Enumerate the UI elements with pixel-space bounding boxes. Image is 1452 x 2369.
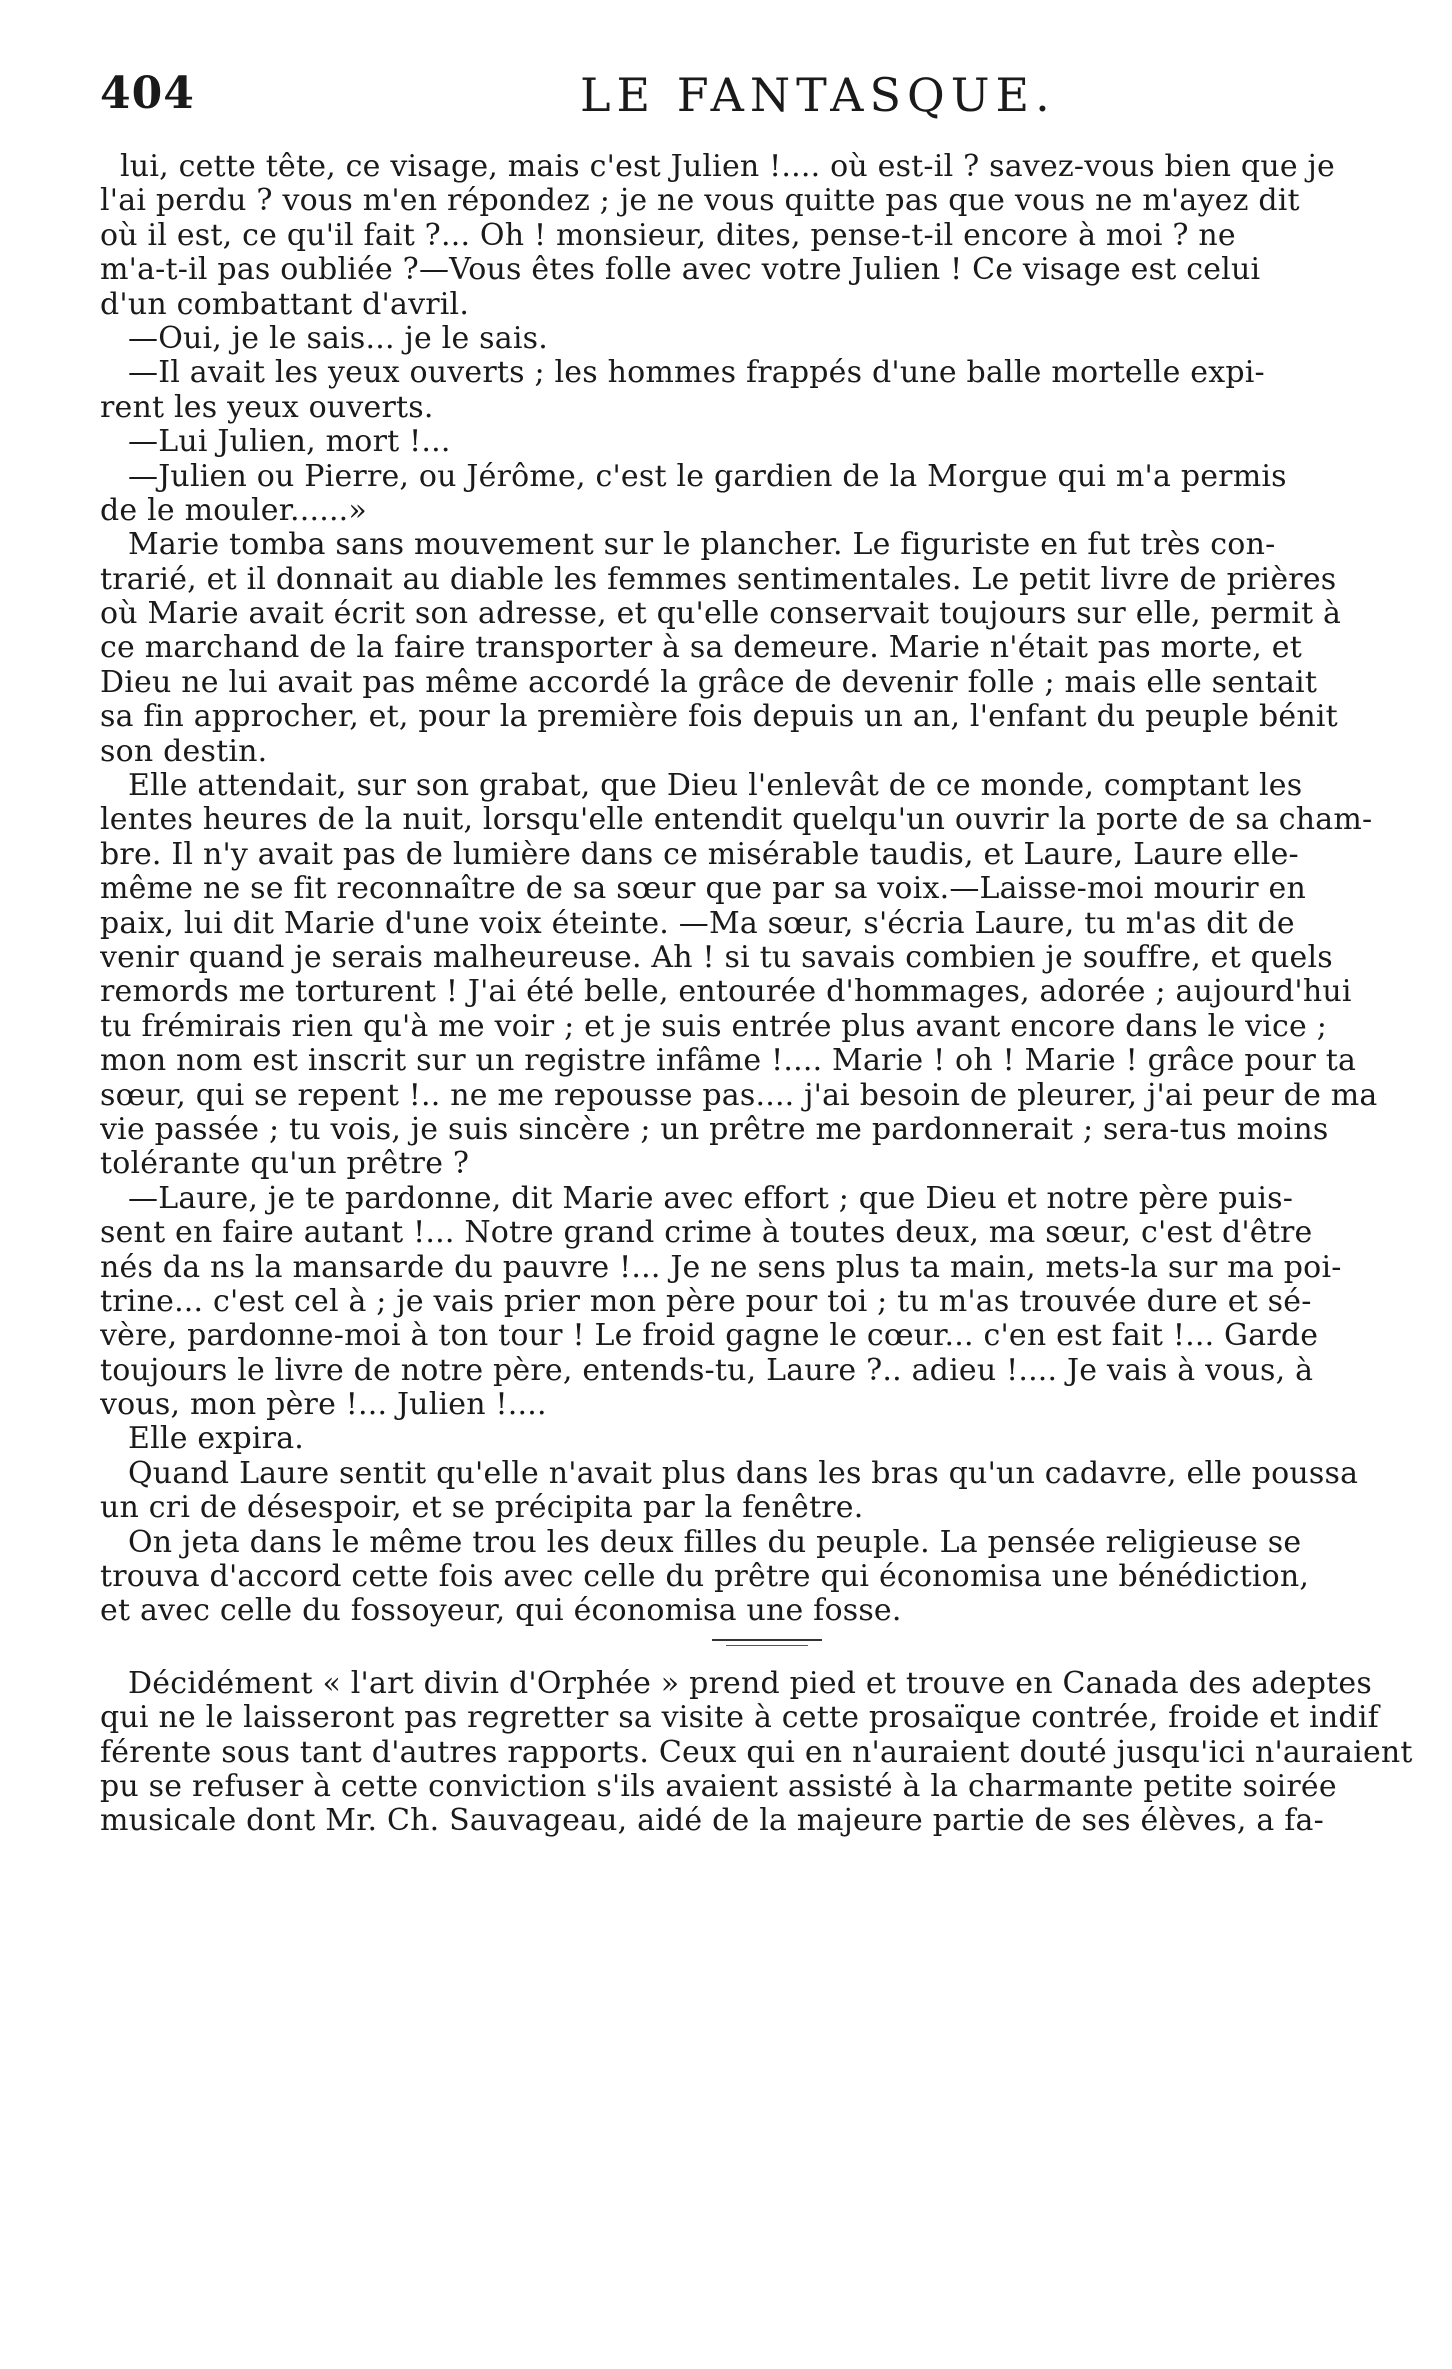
text-line: son destin. (100, 734, 268, 769)
text-line: vère, pardonne-moi à ton tour ! Le froid gagne le cœur... c'en est fait !... Garde (100, 1319, 1319, 1354)
text-line: toujours le livre de notre père, entends-tu, Laure ?.. adieu !.... Je vais à vous, à (100, 1353, 1314, 1388)
text-line: où il est, ce qu'il fait ?... Oh ! monsieur, dites, pense-t-il encore à moi ? ne (100, 218, 1236, 253)
text-line: lentes heures de la nuit, lorsqu'elle entendit quelqu'un ouvrir la porte de sa cham- (100, 803, 1373, 838)
text-line: où Marie avait écrit son adresse, et qu'elle conservait toujours sur elle, permit à (100, 597, 1342, 632)
running-head (100, 68, 1390, 128)
text-line: trine... c'est cel à ; je vais prier mon père pour toi ; tu m'as trouvée dure et sé- (100, 1284, 1312, 1319)
text-line: lui, cette tête, ce visage, mais c'est Julien !.... où est-il ? savez-vous bien que je (120, 150, 1335, 184)
text-line: vie passée ; tu vois, je suis sincère ; un prêtre me pardonnerait ; sera-tus moins (100, 1112, 1329, 1147)
text-line: trouva d'accord cette fois avec celle du prêtre qui économisa une bénédiction, (100, 1560, 1310, 1595)
text-line: ce marchand de la faire transporter à sa demeure. Marie n'était pas morte, et (100, 631, 1302, 666)
text-line: un cri de désespoir, et se précipita par la fenêtre. (100, 1491, 864, 1526)
text-line: d'un combattant d'avril. (100, 287, 470, 322)
text-line: venir quand je serais malheureuse. Ah ! si tu savais combien je souffre, et quels (100, 940, 1333, 975)
text-line: sa fin approcher, et, pour la première fois depuis un an, l'enfant du peuple bénit (100, 700, 1338, 735)
text-line: trarié, et il donnait au diable les femmes sentimentales. Le petit livre de prières (100, 562, 1337, 597)
text-line: paix, lui dit Marie d'une voix éteinte. —Ma sœur, s'écria Laure, tu m'as dit de (100, 906, 1295, 941)
text-line: Marie tomba sans mouvement sur le plancher. Le figuriste en fut très con- (128, 528, 1276, 563)
text-line: bre. Il n'y avait pas de lumière dans ce misérable taudis, et Laure, Laure elle- (100, 837, 1299, 872)
text-line: de le mouler......» (100, 493, 367, 528)
text-line: —Lui Julien, mort !... (128, 425, 451, 460)
text-line: tu frémirais rien qu'à me voir ; et je suis entrée plus avant encore dans le vice ; (100, 1009, 1328, 1044)
text-line: sent en faire autant !... Notre grand crime à toutes deux, ma sœur, c'est d'être (100, 1216, 1313, 1251)
text-line: mon nom est inscrit sur un registre infâme !.... Marie ! oh ! Marie ! grâce pour ta (100, 1044, 1357, 1079)
text-line: l'ai perdu ? vous m'en répondez ; je ne vous quitte pas que vous ne m'ayez dit (100, 184, 1300, 219)
text-line: m'a-t-il pas oubliée ?—Vous êtes folle avec votre Julien ! Ce visage est celui (100, 253, 1261, 288)
text-line: —Oui, je le sais... je le sais. (128, 321, 548, 356)
text-line: nés da ns la mansarde du pauvre !... Je ne sens plus ta main, mets-la sur ma poi- (100, 1250, 1342, 1285)
article-text (100, 150, 1418, 1839)
text-line: —Il avait les yeux ouverts ; les hommes frappés d'une balle mortelle expi- (128, 356, 1265, 391)
text-line: férente sous tant d'autres rapports. Ceux qui en n'auraient douté jusqu'ici n'auraient (100, 1735, 1413, 1770)
page-number: 404 (100, 68, 195, 119)
separator-rule (712, 1639, 822, 1641)
text-line: pu se refuser à cette conviction s'ils avaient assisté à la charmante petite soirée (100, 1769, 1337, 1804)
text-line: On jeta dans le même trou les deux filles du peuple. La pensée religieuse se (128, 1525, 1302, 1560)
text-line: Décidément « l'art divin d'Orphée » prend pied et trouve en Canada des adeptes (128, 1666, 1372, 1701)
text-line: remords me torturent ! J'ai été belle, entourée d'hommages, adorée ; aujourd'hui (100, 975, 1352, 1010)
text-line: même ne se fit reconnaître de sa sœur que par sa voix.—Laisse-moi mourir en (100, 872, 1306, 907)
text-line: Dieu ne lui avait pas même accordé la grâce de devenir folle ; mais elle sentait (100, 665, 1318, 700)
text-line: —Julien ou Pierre, ou Jérôme, c'est le gardien de la Morgue qui m'a permis (128, 459, 1287, 494)
text-line: Elle expira. (128, 1422, 305, 1457)
text-line: —Laure, je te pardonne, dit Marie avec effort ; que Dieu et notre père puis- (128, 1181, 1294, 1216)
text-line: tolérante qu'un prêtre ? (100, 1147, 470, 1182)
text-line: qui ne le laisseront pas regretter sa visite à cette prosaïque contrée, froide et indif (100, 1701, 1379, 1736)
text-line: musicale dont Mr. Ch. Sauvageau, aidé de la majeure partie de ses élèves, a fa- (100, 1804, 1324, 1839)
text-line: Elle attendait, sur son grabat, que Dieu l'enlevât de ce monde, comptant les (128, 769, 1303, 804)
text-line: vous, mon père !... Julien !.... (100, 1388, 547, 1423)
text-line: et avec celle du fossoyeur, qui économisa une fosse. (100, 1594, 902, 1629)
text-line: rent les yeux ouverts. (100, 390, 434, 425)
text-line: Quand Laure sentit qu'elle n'avait plus dans les bras qu'un cadavre, elle poussa (128, 1456, 1359, 1491)
text-line: sœur, qui se repent !.. ne me repousse pas.... j'ai besoin de pleurer, j'ai peur de ma (100, 1078, 1378, 1113)
section-separator (100, 1629, 1418, 1667)
journal-title: LE FANTASQUE. (580, 68, 1056, 122)
